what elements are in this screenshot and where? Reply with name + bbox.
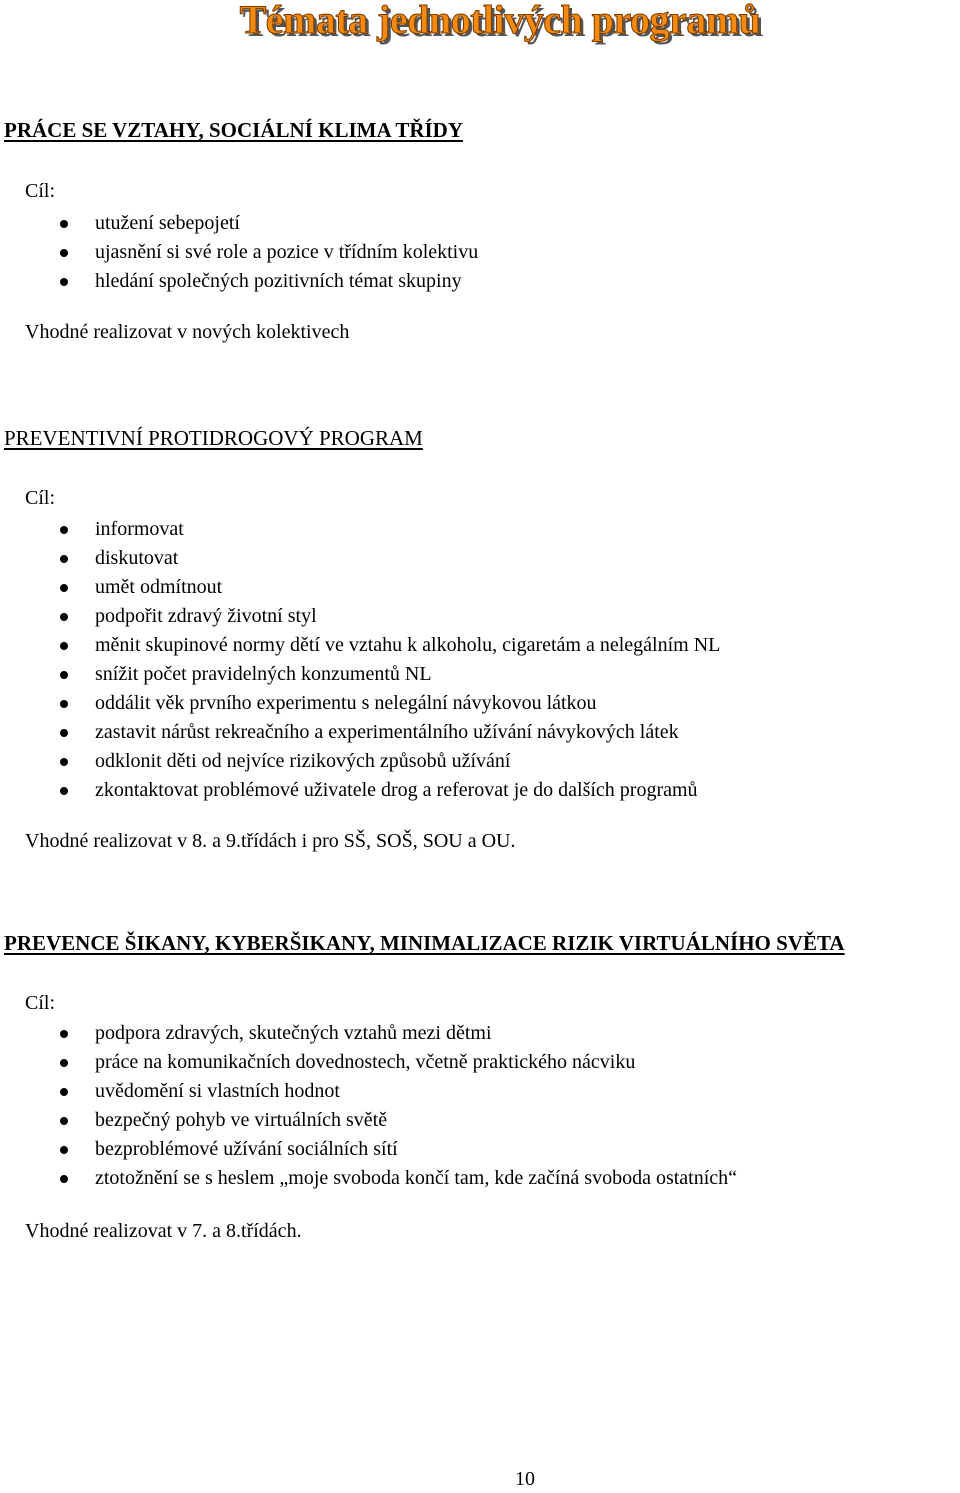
list-item: podpora zdravých, skutečných vztahů mezi dětmi [0,1019,960,1048]
bullet-icon [60,1146,68,1154]
goal-list [0,1019,960,1193]
section-heading: PREVENTIVNÍ PROTIDROGOVÝ PROGRAM [4,426,423,450]
recommendation-note: Vhodné realizovat v nových kolektivech [25,321,350,343]
list-item: měnit skupinové normy dětí ve vztahu k alkoholu, cigaretám a nelegálním NL [0,631,960,660]
bullet-icon [60,1117,68,1125]
section-heading: PRÁCE SE VZTAHY, SOCIÁLNÍ KLIMA TŘÍDY [4,118,463,142]
recommendation-note: Vhodné realizovat v 7. a 8.třídách. [25,1220,302,1242]
section-heading: PREVENCE ŠIKANY, KYBERŠIKANY, MINIMALIZACE RIZIK VIRTUÁLNÍHO SVĚTA [4,931,845,955]
list-item: utužení sebepojetí [0,209,960,238]
bullet-icon [60,729,68,737]
page-title: Témata jednotlivých programů [239,0,761,42]
list-item: hledání společných pozitivních témat skupiny [0,267,960,296]
list-item: ztotožnění se s heslem „moje svoboda končí tam, kde začíná svoboda ostatních“ [0,1164,960,1193]
list-item: informovat [0,515,960,544]
bullet-icon [60,1175,68,1183]
bullet-icon [60,526,68,534]
bullet-icon [60,642,68,650]
bullet-icon [60,1030,68,1038]
bullet-icon [60,1088,68,1096]
bullet-icon [60,555,68,563]
goal-label: Cíl: [25,180,56,202]
goal-label: Cíl: [25,992,56,1014]
list-item: bezpečný pohyb ve virtuálních světě [0,1106,960,1135]
bullet-icon [60,787,68,795]
bullet-icon [60,700,68,708]
list-item: podpořit zdravý životní styl [0,602,960,631]
list-item: bezproblémové užívání sociálních sítí [0,1135,960,1164]
list-item: umět odmítnout [0,573,960,602]
recommendation-note: Vhodné realizovat v 8. a 9.třídách i pro SŠ, SOŠ, SOU a OU. [25,830,516,852]
bullet-icon [60,758,68,766]
list-item: zastavit nárůst rekreačního a experimentálního užívání návykových látek [0,718,960,747]
list-item: diskutovat [0,544,960,573]
list-item: oddálit věk prvního experimentu s nelegální návykovou látkou [0,689,960,718]
bullet-icon [60,1059,68,1067]
bullet-icon [60,671,68,679]
list-item: ujasnění si své role a pozice v třídním kolektivu [0,238,960,267]
goal-label: Cíl: [25,487,56,509]
bullet-icon [60,278,68,286]
goal-list [0,209,960,296]
bullet-icon [60,220,68,228]
bullet-icon [60,584,68,592]
list-item: snížit počet pravidelných konzumentů NL [0,660,960,689]
list-item: práce na komunikačních dovednostech, včetně praktického nácviku [0,1048,960,1077]
page-number: 10 [515,1468,535,1490]
goal-list [0,515,960,805]
list-item: zkontaktovat problémové uživatele drog a referovat je do dalších programů [0,776,960,805]
bullet-icon [60,613,68,621]
list-item: uvědomění si vlastních hodnot [0,1077,960,1106]
list-item: odklonit děti od nejvíce rizikových způsobů užívání [0,747,960,776]
bullet-icon [60,249,68,257]
